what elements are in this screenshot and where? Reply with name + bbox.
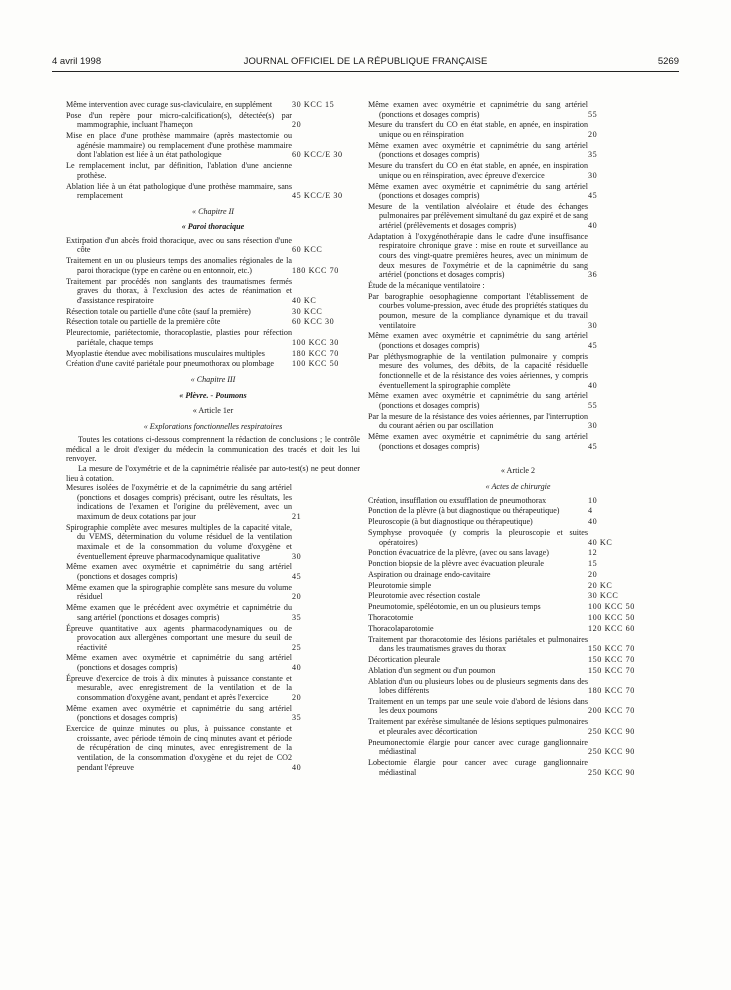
entry-text: Étude de la mécanique ventilatoire : xyxy=(368,281,485,290)
entry-code: 35 xyxy=(292,612,302,622)
tariff-entry xyxy=(368,120,668,139)
tariff-entry xyxy=(368,548,668,558)
entry-code: 20 xyxy=(292,592,302,602)
entry-text: Mesures isolées de l'oxymétrie et de la capnimétrie du sang artériel (ponctions et dosages compris) précisant, outre les résultats, les indications de l'examen et l'origine du prélèvement, avec un maximum de deux cotations par jour xyxy=(66,483,292,522)
tariff-entry xyxy=(368,570,668,580)
entry-text: Pleuroscopie (à but diagnostique ou thérapeutique) xyxy=(368,517,533,527)
entry-text: Même examen avec oxymétrie et capnimétrie du sang artériel (ponctions et dosages compris) xyxy=(66,653,292,673)
entry-text: Même examen avec oxymétrie et capnimétrie du sang artériel (ponctions et dosages compris) xyxy=(368,432,588,451)
entry-code: 55 xyxy=(588,109,598,119)
tariff-entry xyxy=(66,182,360,201)
entry-code: 40 xyxy=(588,517,598,527)
section-heading: « Chapitre III xyxy=(190,374,236,384)
tariff-entry xyxy=(66,349,360,359)
entry-code: 45 xyxy=(588,191,598,201)
entry-code: 45 xyxy=(588,340,598,350)
tariff-entry xyxy=(368,624,668,634)
entry-code: 21 xyxy=(292,512,302,522)
tariff-entry xyxy=(368,391,668,410)
tariff-entry xyxy=(368,292,668,330)
entry-text: Aspiration ou drainage endo-cavitaire xyxy=(368,569,491,579)
section-heading: « Paroi thoracique xyxy=(181,222,245,232)
tariff-entry xyxy=(66,483,360,521)
entry-code: 30 KCC xyxy=(588,591,619,601)
tariff-entry xyxy=(66,704,360,723)
entry-text: Extirpation d'un abcès froid thoracique, avec ou sans résection d'une côte xyxy=(66,235,292,255)
entry-text: Ponction évacuatrice de la plèvre, (avec ou sans lavage) xyxy=(368,548,549,558)
entry-code: 30 KCC 15 xyxy=(292,100,335,109)
tariff-entry xyxy=(368,141,668,160)
tariff-entry xyxy=(368,496,668,506)
tariff-entry xyxy=(368,717,668,736)
entry-code: 150 KCC 70 xyxy=(588,644,635,654)
entry-text: Résection totale ou partielle d'une côte (sauf la première) xyxy=(66,306,251,316)
left-column xyxy=(66,100,360,970)
entry-text: Lobectomie élargie pour cancer avec curage ganglionnaire médiastinal xyxy=(368,758,588,777)
entry-text: Par barographie oesophagienne comportant l'établissement de courbes volume-pression, avec étude des propriétés statiques du poumon, mesure de la compliance dynamique et du travail ventilatoire xyxy=(368,291,588,330)
entry-text: Même examen que le précédent avec oxymétrie et capnimétrie du sang artériel (ponctions et dosages compris) xyxy=(66,603,292,622)
entry-text: Par la mesure de la résistance des voies aériennes, par l'interruption du courant aérien ou par oscillation xyxy=(368,411,588,431)
entry-code: 20 xyxy=(292,693,302,703)
entry-code: 40 xyxy=(292,762,302,772)
section-heading: « Plèvre. - Poumons xyxy=(179,390,247,400)
tariff-entry xyxy=(368,182,668,201)
tariff-entry xyxy=(368,412,668,431)
entry-code: 100 KCC 30 xyxy=(292,337,339,347)
entry-text: Pleurotomie avec résection costale xyxy=(368,591,481,601)
tariff-entry xyxy=(66,317,360,327)
tariff-entry xyxy=(368,677,668,696)
page-header xyxy=(52,56,679,70)
entry-code: 30 KCC xyxy=(292,306,323,316)
entry-text: Même examen avec oxymétrie et capnimétrie du sang artériel (ponctions et dosages compris) xyxy=(368,140,588,160)
tariff-entry xyxy=(66,161,360,180)
entry-text: Ponction de la plèvre (à but diagnostique ou thérapeutique) xyxy=(368,506,560,516)
tariff-entry xyxy=(368,697,668,716)
entry-code: 45 xyxy=(588,441,598,451)
entry-text: Thoracolaparotomie xyxy=(368,623,434,633)
entry-text: Traitement par thoracotomie des lésions pariétales et pulmonaires dans les traumatismes graves du thorax xyxy=(368,634,588,654)
tariff-entry xyxy=(368,528,668,547)
tariff-entry xyxy=(66,359,360,369)
entry-code: 100 KCC 50 xyxy=(588,613,635,622)
entry-text: Myoplastie étendue avec mobilisations musculaires multiples xyxy=(66,348,265,358)
entry-code: 40 xyxy=(588,221,598,231)
entry-text: Traitement par procédés non sanglants des traumatismes fermés graves du thorax, à l'exclusion des actes de réanimation et d'assistance respiratoire xyxy=(66,276,292,305)
paragraph: Toutes les cotations ci-dessous comprennent la rédaction de conclusions ; le contrôle médical a le droit d'exiger du médecin la communication des tracés et doit les lui renvoyer. xyxy=(66,435,360,464)
section-heading: « Article 1er xyxy=(192,406,234,416)
entry-code: 20 xyxy=(292,120,302,130)
entry-text: Même examen avec oxymétrie et capnimétrie du sang artériel (ponctions et dosages compris) xyxy=(368,181,588,201)
tariff-entry xyxy=(368,331,668,350)
entry-text: Le remplacement inclut, par définition, l'ablation d'une ancienne prothèse. xyxy=(66,161,292,180)
entry-code: 35 xyxy=(292,713,302,723)
entry-code: 200 KCC 70 xyxy=(588,706,635,716)
tariff-entry xyxy=(368,202,668,231)
entry-code: 20 xyxy=(588,569,598,579)
tariff-entry xyxy=(368,559,668,569)
entry-code: 45 xyxy=(292,571,302,581)
spacer xyxy=(368,452,668,460)
entry-code: 150 KCC 70 xyxy=(588,665,635,675)
entry-code: 36 xyxy=(588,270,598,280)
entry-code: 180 KCC 70 xyxy=(588,686,635,696)
entry-text: Même examen avec oxymétrie et capnimétrie du sang artériel (ponctions et dosages compris) xyxy=(66,703,292,723)
tariff-entry xyxy=(66,328,360,347)
tariff-entry xyxy=(66,624,360,653)
entry-code: 250 KCC 90 xyxy=(588,726,635,736)
tariff-entry xyxy=(368,232,668,280)
entry-text: Résection totale ou partielle de la première côte xyxy=(66,317,221,327)
entry-code: 40 xyxy=(588,380,598,390)
entry-code: 35 xyxy=(588,150,598,160)
entry-code: 20 xyxy=(588,129,598,139)
entry-text: Ponction biopsie de la plèvre avec évacuation pleurale xyxy=(368,559,544,569)
entry-text: Ablation d'un ou plusieurs lobes ou de plusieurs segments dans des lobes différents xyxy=(368,676,588,696)
entry-text: Même intervention avec curage sus-claviculaire, en supplément xyxy=(66,100,273,109)
tariff-entry xyxy=(66,256,360,275)
entry-text: Mise en place d'une prothèse mammaire (après mastectomie ou agénésie mammaire) ou remplacement d'une prothèse mammaire dont l'ablation est liée à un état pathologique xyxy=(66,131,292,160)
entry-code: 40 KC xyxy=(588,537,613,547)
tariff-entry xyxy=(66,236,360,255)
entry-text: Pneumonectomie élargie pour cancer avec curage ganglionnaire médiastinal xyxy=(368,737,588,757)
entry-text: Décortication pleurale xyxy=(368,654,441,664)
entry-text: Mesure de la ventilation alvéolaire et étude des échanges pulmonaires par prélèvement simultané du gaz expiré et de sang artériel (prélèvements et dosages compris) xyxy=(368,201,588,231)
entry-text: Pleurotomie simple xyxy=(368,580,432,590)
entry-text: Épreuve d'exercice de trois à dix minutes à puissance constante et mesurable, avec enregistrement de la ventilation et de la consommation d'oxygène avant, pendant et après l'exercice xyxy=(66,673,292,703)
entry-text: Même examen avec oxymétrie et capnimétrie du sang artériel (ponctions et dosages compris) xyxy=(368,100,588,119)
tariff-entry xyxy=(66,653,360,672)
issue-date: 4 avril 1998 xyxy=(52,56,102,67)
entry-code: 60 KCC xyxy=(292,245,323,255)
tariff-entry xyxy=(66,131,360,160)
entry-code: 20 KC xyxy=(588,580,613,590)
entry-text: Pleurectomie, pariétectomie, thoracoplastie, plasties pour réfection pariétale, chaque temps xyxy=(66,328,292,347)
tariff-entry xyxy=(368,100,668,119)
entry-code: 45 KCC/E 30 xyxy=(292,191,343,201)
tariff-entry xyxy=(368,738,668,757)
entry-code: 100 KCC 50 xyxy=(588,602,635,612)
tariff-entry xyxy=(368,161,668,180)
entry-text: Traitement par exérèse simultanée de lésions septiques pulmonaires et pleurales avec décortication xyxy=(368,717,588,736)
journal-title: JOURNAL OFFICIEL DE LA RÉPUBLIQUE FRANÇAISE xyxy=(243,56,488,67)
entry-text: Même examen avec oxymétrie et capnimétrie du sang artériel (ponctions et dosages compris) xyxy=(368,331,588,350)
entry-text: Même examen avec oxymétrie et capnimétrie du sang artériel (ponctions et dosages compris) xyxy=(66,562,292,581)
entry-code: 150 KCC 70 xyxy=(588,654,635,664)
entry-text: Par pléthysmographie de la ventilation pulmonaire y compris mesure des volumes, des débits, de la capacité résiduelle fonctionnelle et de la résistance des voies aériennes, y compris éventuellement la spirographie complète xyxy=(368,351,588,390)
section-heading: « Actes de chirurgie xyxy=(485,482,551,491)
tariff-entry xyxy=(368,635,668,654)
tariff-entry xyxy=(368,758,668,777)
section-heading: « Chapitre II xyxy=(192,206,234,216)
entry-text: Mesure du transfert du CO en état stable, en apnée, en inspiration unique ou en réinspiration xyxy=(368,120,588,139)
entry-code: 10 xyxy=(588,495,598,505)
tariff-entry xyxy=(66,111,360,130)
entry-text: Thoracotomie xyxy=(368,613,414,622)
entry-text: Même examen que la spirographie complète sans mesure du volume résiduel xyxy=(66,582,292,602)
entry-text: Ablation d'un segment ou d'un poumon xyxy=(368,665,496,675)
tariff-entry xyxy=(368,655,668,665)
entry-code: 40 KC xyxy=(292,295,317,305)
tariff-entry xyxy=(66,523,360,561)
entry-text: Épreuve quantitative aux agents pharmacodynamiques ou de provocation aux allergènes comportant une mesure du seuil de réactivité xyxy=(66,623,292,652)
entry-text: Même examen avec oxymétrie et capnimétrie du sang artériel (ponctions et dosages compris) xyxy=(368,391,588,410)
entry-code: 30 xyxy=(588,170,598,180)
entry-text: Traitement en un temps par une seule voie d'abord de lésions dans les deux poumons xyxy=(368,696,588,716)
entry-code: 30 xyxy=(588,421,598,431)
tariff-entry xyxy=(368,666,668,676)
tariff-entry xyxy=(368,352,668,390)
entry-code: 180 KCC 70 xyxy=(292,348,339,358)
paragraph: La mesure de l'oxymétrie et de la capnimétrie réalisée par auto-test(s) ne peut donner lieu à cotation. xyxy=(66,464,360,483)
tariff-entry xyxy=(368,581,668,591)
header-rule xyxy=(52,71,679,72)
tariff-entry xyxy=(368,517,668,527)
entry-code: 120 KCC 60 xyxy=(588,623,635,633)
section-heading: « Explorations fonctionnelles respiratoires xyxy=(143,421,283,431)
tariff-entry xyxy=(66,307,360,317)
tariff-entry xyxy=(368,613,668,623)
entry-code: 60 KCC 30 xyxy=(292,317,335,327)
tariff-entry xyxy=(368,432,668,451)
entry-text: Exercice de quinze minutes ou plus, à puissance constante et croissante, avec période témoin de cinq minutes avant et période de récupération de cinq minutes, avec enregistrement de la ventilation, de la consommation d'oxygène et du rejet de CO2 pendant l'épreuve xyxy=(66,724,292,772)
entry-text: Pneumotomie, spéléotomie, en un ou plusieurs temps xyxy=(368,602,541,612)
tariff-entry xyxy=(368,506,668,516)
entry-code: 15 xyxy=(588,559,598,569)
entry-code: 60 KCC/E 30 xyxy=(292,150,343,160)
entry-code: 55 xyxy=(588,400,598,410)
entry-code: 250 KCC 90 xyxy=(588,767,635,777)
tariff-entry xyxy=(368,281,668,291)
entry-code: 12 xyxy=(588,548,598,558)
entry-code: 100 KCC 50 xyxy=(292,359,339,369)
entry-text: Symphyse provoquée (y compris la pleuroscopie et suites opératoires) xyxy=(368,527,588,547)
tariff-entry xyxy=(66,674,360,703)
entry-code: 250 KCC 90 xyxy=(588,747,635,757)
tariff-entry xyxy=(66,100,360,110)
tariff-entry xyxy=(66,724,360,772)
entry-text: Création d'une cavité pariétale pour pneumothorax ou plombage xyxy=(66,359,275,369)
entry-text: Traitement en un ou plusieurs temps des anomalies régionales de la paroi thoracique (type en carène ou en entonnoir, etc.) xyxy=(66,256,292,275)
tariff-entry xyxy=(368,591,668,601)
tariff-entry xyxy=(66,277,360,306)
entry-code: 25 xyxy=(292,642,302,652)
entry-code: 180 KCC 70 xyxy=(292,265,339,275)
entry-text: Ablation liée à un état pathologique d'une prothèse mammaire, sans remplacement xyxy=(66,181,292,201)
section-heading: « Article 2 xyxy=(500,466,536,476)
entry-code: 30 xyxy=(292,551,302,561)
entry-text: Spirographie complète avec mesures multiples de la capacité vitale, du VEMS, détermination du volume résiduel de la ventilation maximale et de la consommation du volume d'oxygène et éventuellement épreuve pharmacodynamique qualitative xyxy=(66,522,292,561)
entry-text: Adaptation à l'oxygénothérapie dans le cadre d'une insuffisance respiratoire chronique grave : mise en route et surveillance au cours des vingt-quatre premières heures, avec un minimum de deux mesures de l'oxymétrie et de la capnimétrie du sang artériel (ponctions et dosages compris) xyxy=(368,231,588,280)
entry-text: Pose d'un repère pour micro-calcification(s), détectée(s) par mammographie, incluant l'hameçon xyxy=(66,110,292,130)
entry-code: 40 xyxy=(292,663,302,673)
tariff-entry xyxy=(66,603,360,622)
page-number: 5269 xyxy=(657,56,679,67)
tariff-entry xyxy=(368,602,668,612)
entry-code: 30 xyxy=(588,320,598,330)
entry-text: Création, insufflation ou exsufflation de pneumothorax xyxy=(368,495,547,505)
tariff-entry xyxy=(66,562,360,581)
entry-code: 4 xyxy=(588,506,593,516)
tariff-entry xyxy=(66,583,360,602)
right-column xyxy=(368,100,668,970)
entry-text: Mesure du transfert du CO en état stable, en apnée, en inspiration unique ou en réinspiration, avec épreuve d'exercice xyxy=(368,161,588,180)
